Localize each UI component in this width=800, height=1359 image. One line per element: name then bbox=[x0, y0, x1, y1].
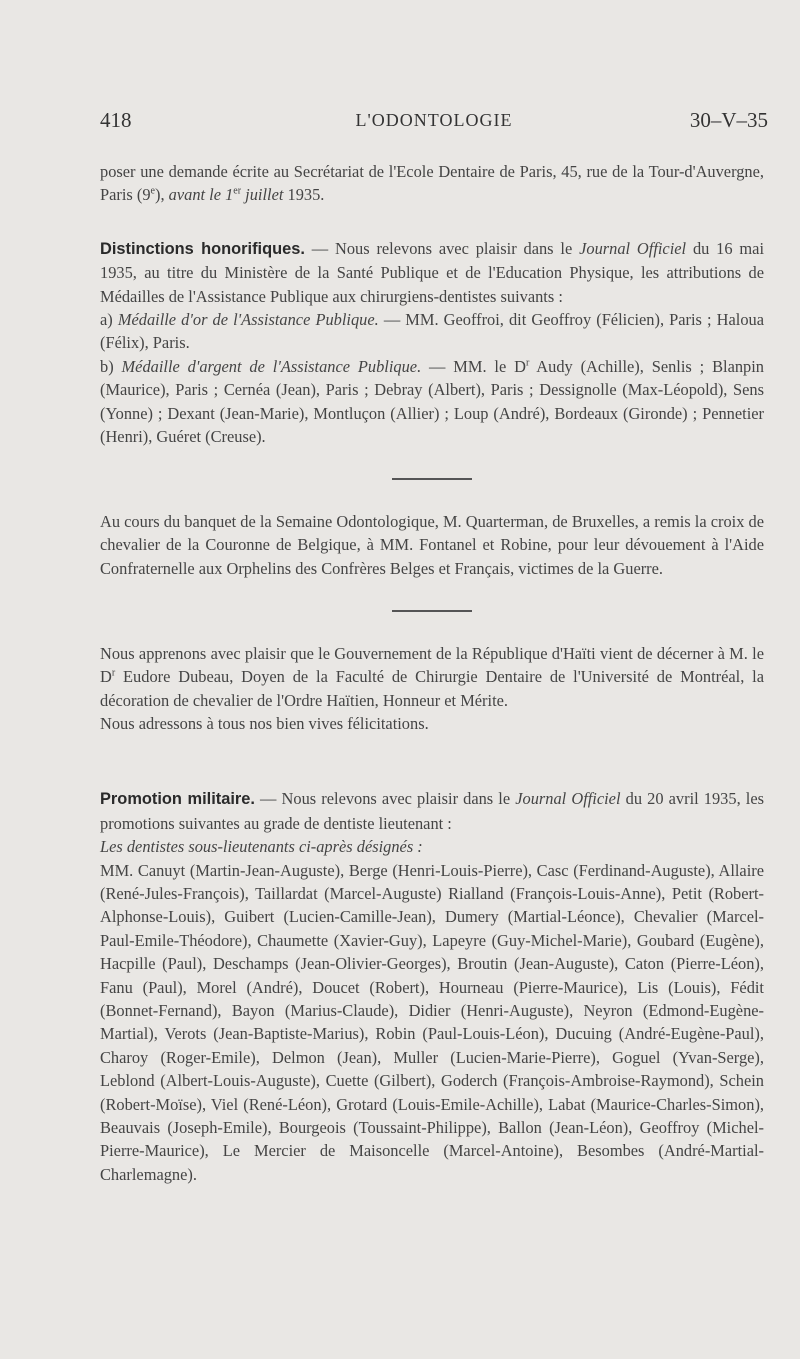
banquet-paragraph: Au cours du banquet de la Semaine Odontologique, M. Quarterman, de Bruxelles, a remis la croix de chevalier de la Couronne de Belgique, à MM. Fontanel et Robine, pour leur dévouement à l'Aide Confraternelle aux Orphelins des Confrères Belges et Français, victimes de la Guerre. bbox=[100, 511, 764, 578]
promotion-names: MM. Canuyt (Martin-Jean-Auguste), Berge (Henri-Louis-Pierre), Casc (Ferdinand-Auguste), Allaire (René-Jules-François), Taillardat (Marcel-Auguste) Rialland (François-Louis-Anne), Petit (Robert-Alphonse-Louis), Guibert (Lucien-Camille-Jean), Dumery (Martial-Léonce), Chevalier (Marcel-Paul-Emile-Théodore), Chaumette (Xavier-Guy), Lapeyre (Guy-Michel-Marie), Goubard (Eugène), Hacpille (Paul), Deschamps (Jean-Olivier-Georges), Broutin (Jean-Auguste), Caton (Pierre-Léon), Fanu (Paul), Morel (André), Doucet (Robert), Hourneau (Pierre-Maurice), Lis (Louis), Fédit (Bonnet-Fernand), Bayon (Marius-Claude), Didier (Henri-Auguste), Neyron (Edmond-Eugène-Martial), Verots (Jean-Baptiste-Marius), Robin (Paul-Louis-Léon), Ducuing (André-Eugène-Paul), Charoy (Roger-Emile), Delmon (Jean), Muller (Lucien-Marie-Pierre), Goguel (Yvan-Serge), Leblond (Albert-Louis-Auguste), Cuette (Gilbert), Goderch (François-Ambroise-Raymond), Schein (Robert-Moïse), Viel (René-Léon), Grotard (Louis-Emile-Achille), Labat (Maurice-Charles-Simon), Beauvais (Joseph-Emile), Bourgeois (Toussaint-Philippe), Ballon (Jean-Léon), Geoffroy (Michel-Pierre-Maurice), Le Mercier de Maisoncelle (Marcel-Antoine), Besombes (André-Martial-Charlemagne). bbox=[100, 860, 764, 1184]
text: du 16 mai 1935, au titre du Ministère de la Santé Publique et de l'Education Physique, les attributions de Médailles de l'Assistance Publique aux chirurgiens-dentistes suivants : bbox=[100, 238, 764, 306]
section-heading: Distinctions honorifiques. bbox=[100, 239, 305, 258]
intro-text: 1935. bbox=[283, 185, 325, 205]
intro-italic: avant le 1 bbox=[168, 185, 234, 205]
section-distinctions bbox=[100, 237, 764, 449]
distinctions-item-a bbox=[100, 308, 764, 355]
text: — Nous relevons avec plaisir dans le bbox=[254, 789, 516, 809]
journal-title: L'ODONTOLOGIE bbox=[355, 110, 513, 130]
intro-italic: juillet bbox=[241, 185, 284, 205]
superscript: r bbox=[525, 357, 530, 369]
distinctions-paragraph bbox=[100, 237, 764, 308]
promotion-paragraph bbox=[100, 787, 764, 835]
section-promotion bbox=[100, 787, 764, 1186]
section-heading: Promotion militaire. bbox=[100, 790, 255, 809]
distinctions-item-b bbox=[100, 355, 764, 449]
text: — MM. Geoffroi, dit Geoffroy (Félicien), Paris ; Haloua (Félix), Paris. bbox=[100, 310, 764, 353]
text: Eudore Dubeau, Doyen de la Faculté de Chirurgie Dentaire de l'Université de Montréal, la décoration de chevalier de l'Ordre Haïtien, Honneur et Mérite. bbox=[100, 667, 764, 710]
section-haiti bbox=[100, 642, 764, 736]
italic-text: Médaille d'or de l'Assistance Publique. bbox=[117, 310, 379, 330]
felicitations-paragraph: Nous adressons à tous nos bien vives félicitations. bbox=[100, 713, 429, 733]
section-banquet bbox=[100, 510, 764, 580]
italic-text: Journal Officiel bbox=[515, 789, 621, 809]
text: Audy (Achille), Senlis ; Blanpin (Maurice), Paris ; Cernéa (Jean), Paris ; Debray (Albert), Paris ; Dessignolle (Max-Léopold), Sens (Yonne) ; Dexant (Jean-Marie), Montluçon (Allier) ; Loup (André), Bordeaux (Gironde) ; Pennetier (Henri), Guéret (Creuse). bbox=[100, 356, 764, 447]
page-number: 418 bbox=[100, 108, 132, 132]
superscript: r bbox=[111, 667, 116, 679]
superscript: er bbox=[233, 185, 242, 197]
superscript: e bbox=[150, 185, 155, 197]
item-label: a) bbox=[100, 310, 118, 330]
italic-text: Médaille d'argent de l'Assistance Publique. bbox=[121, 356, 422, 376]
italic-text: Les dentistes sous-lieutenants ci-après désignés : bbox=[100, 837, 423, 857]
page-header bbox=[100, 108, 768, 138]
text: Nous apprenons avec plaisir que le Gouvernement de la République d'Haïti vient de décerner à M. le D bbox=[100, 643, 764, 687]
text: — MM. le D bbox=[421, 356, 526, 376]
item-label: b) bbox=[100, 356, 122, 376]
promotion-subhead bbox=[100, 835, 764, 858]
haiti-paragraph bbox=[100, 642, 764, 712]
issue-date: 30–V–35 bbox=[689, 108, 768, 132]
text: du 20 avril 1935, les promotions suivantes au grade de dentiste lieutenant : bbox=[100, 789, 764, 833]
intro-text: poser une demande écrite au Secrétariat de l'Ecole Dentaire de Paris, 45, rue de la Tour-d'Auvergne, Paris (9 bbox=[100, 162, 764, 205]
intro-text: ), bbox=[155, 185, 169, 205]
article-body bbox=[100, 160, 764, 1186]
intro-paragraph bbox=[100, 160, 764, 207]
text: — Nous relevons avec plaisir dans le bbox=[304, 238, 580, 258]
italic-text: Journal Officiel bbox=[579, 238, 687, 258]
